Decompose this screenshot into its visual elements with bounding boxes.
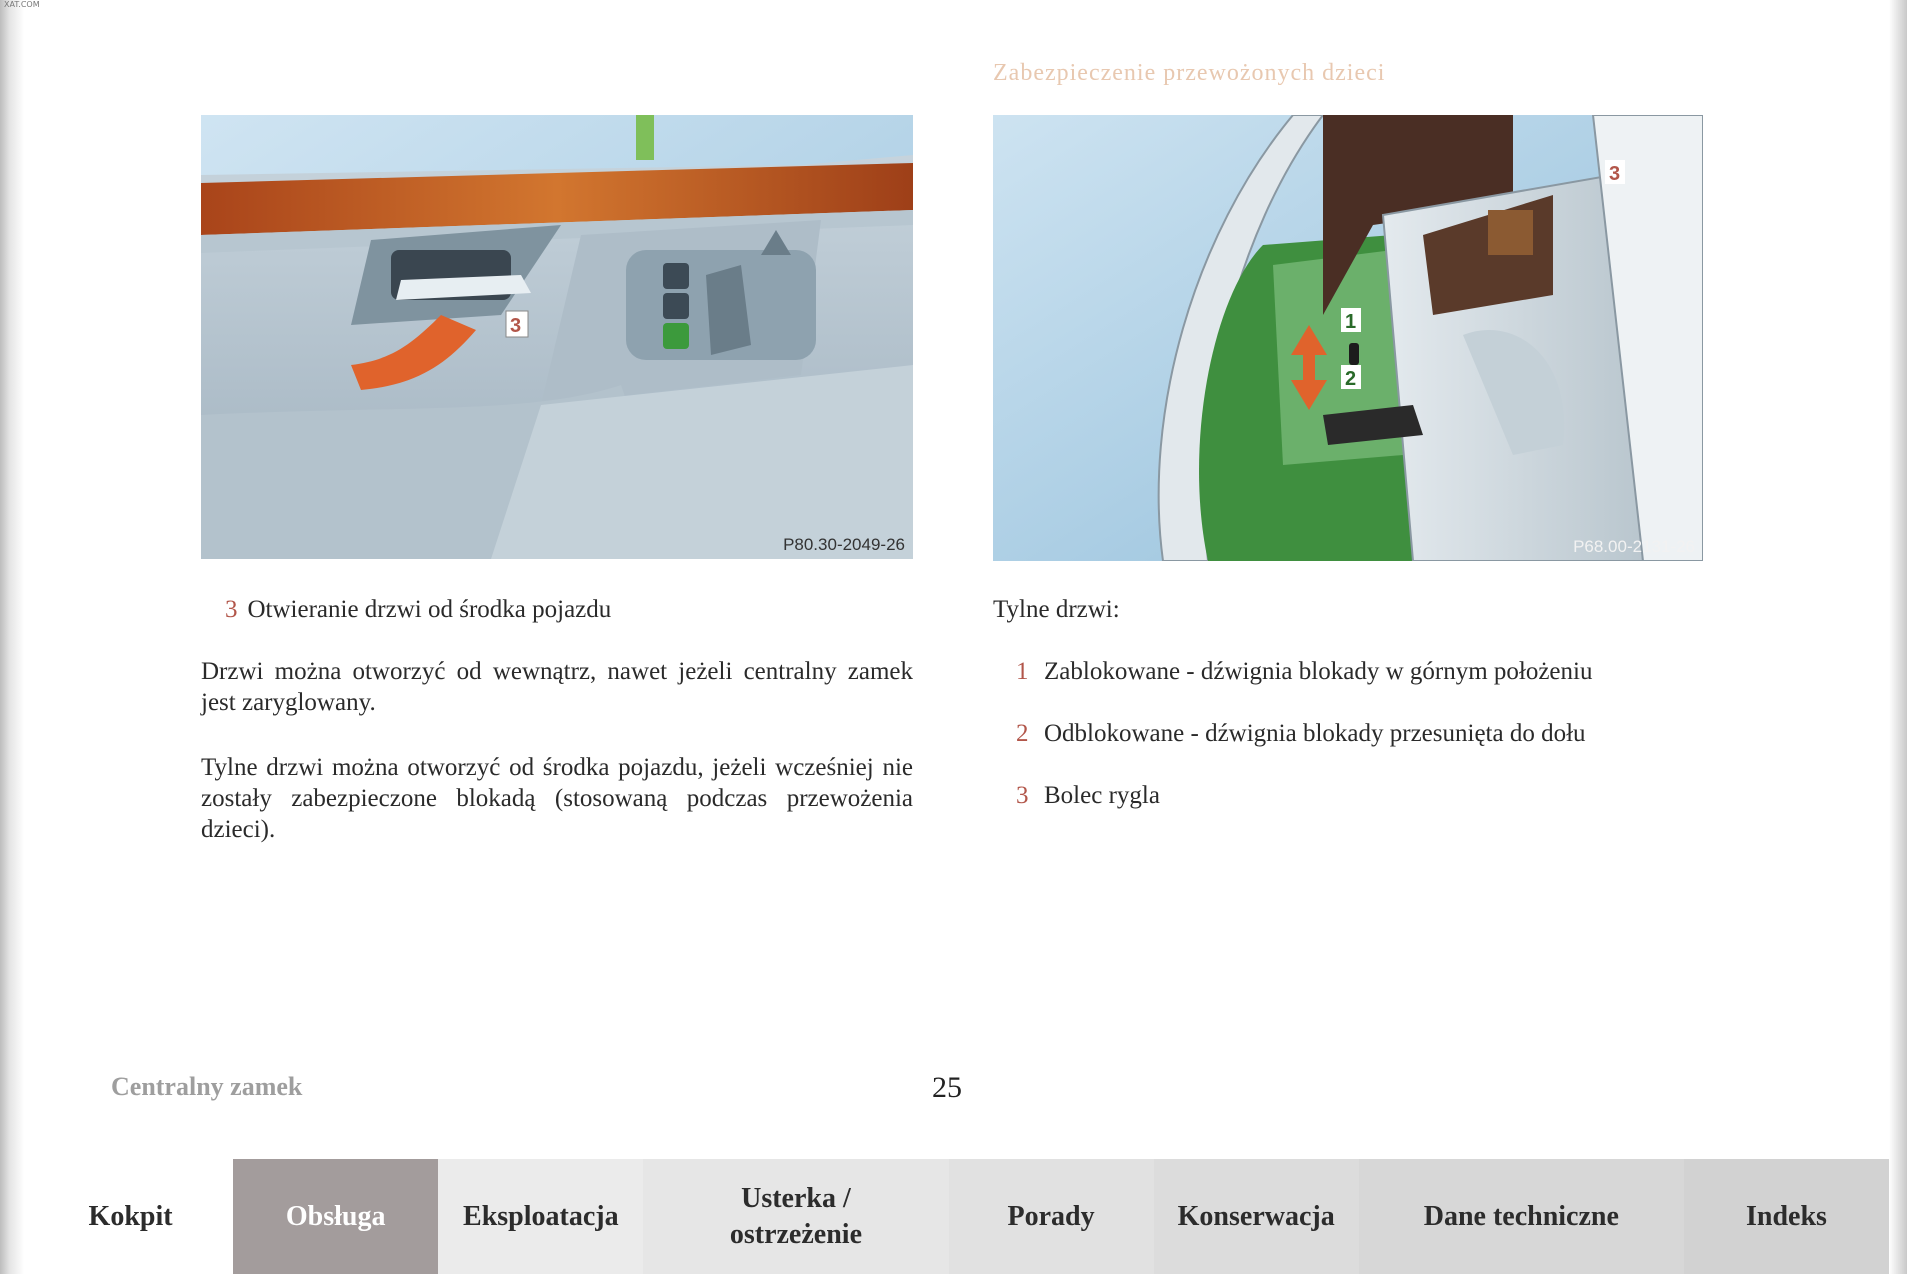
caption-text: Otwieranie drzwi od środka pojazdu: [247, 596, 612, 623]
list-item-2: [1016, 718, 1586, 749]
tab-kokpit[interactable]: Kokpit: [28, 1159, 233, 1274]
list-number-3: 3: [1016, 782, 1029, 809]
tab-obsluga[interactable]: Obsługa: [233, 1159, 438, 1274]
section-title: Zabezpieczenie przewożonych dzieci: [993, 60, 1386, 86]
tab-eksploatacja[interactable]: Eksploatacja: [438, 1159, 643, 1274]
callout-3-left: 3: [510, 315, 522, 337]
child-lock-illustration: [993, 115, 1703, 561]
page-number: 25: [932, 1071, 962, 1104]
right-heading: Tylne drzwi:: [993, 596, 1120, 623]
callout-3-right: 3: [1609, 163, 1621, 185]
figure-code-left: P80.30-2049-26: [783, 535, 905, 554]
list-item-1: [1016, 656, 1592, 687]
tab-indeks[interactable]: Indeks: [1684, 1159, 1889, 1274]
caption-number: 3: [225, 596, 238, 623]
list-number-1: 1: [1016, 658, 1029, 685]
chapter-tabs: [28, 1159, 1889, 1274]
page-right-edge: [1889, 0, 1907, 1274]
paragraph-1: Drzwi można otworzyć od wewnątrz, nawet jeżeli centralny zamek jest zaryglowany.: [201, 658, 913, 716]
figure-door-interior: [201, 115, 913, 559]
paragraph-2: Tylne drzwi można otworzyć od środka pojazdu, jeżeli wcześniej nie zostały zabezpieczone blokadą (stosowaną podczas przewożenia dzieci).: [201, 754, 913, 843]
left-caption: [225, 594, 611, 625]
list-text-3: Bolec rygla: [1044, 782, 1160, 809]
list-text-1: Zablokowane - dźwignia blokady w górnym położeniu: [1044, 658, 1593, 685]
callout-1-right: 1: [1345, 311, 1357, 333]
watermark: XAT.COM: [4, 0, 40, 9]
list-text-2: Odblokowane - dźwignia blokady przesunięta do dołu: [1044, 720, 1586, 747]
tab-usterka[interactable]: Usterka / ostrzeżenie: [643, 1159, 948, 1274]
list-number-2: 2: [1016, 720, 1029, 747]
tab-porady[interactable]: Porady: [949, 1159, 1154, 1274]
door-interior-illustration: [201, 115, 913, 559]
figure-child-lock: [993, 115, 1703, 561]
figure-code-right: P68.00-2131-26: [1573, 537, 1695, 556]
footer-section-title: Centralny zamek: [111, 1072, 303, 1101]
tab-konserwacja[interactable]: Konserwacja: [1154, 1159, 1359, 1274]
callout-2-right: 2: [1345, 368, 1357, 390]
tab-dane-techniczne[interactable]: Dane techniczne: [1359, 1159, 1684, 1274]
list-item-3: [1016, 780, 1160, 811]
page-left-edge: [0, 0, 24, 1274]
